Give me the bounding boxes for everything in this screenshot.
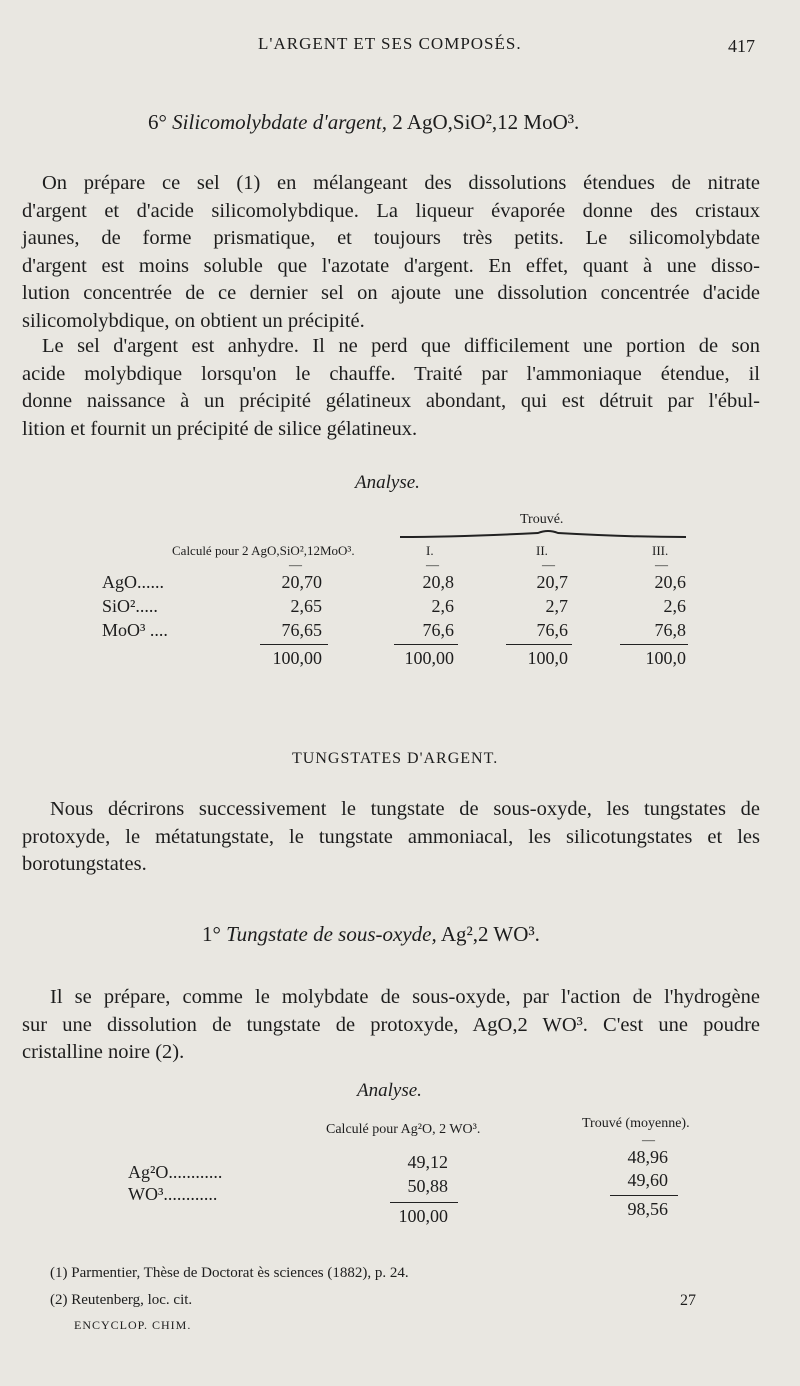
cell-ii: 76,6 <box>536 620 568 640</box>
text-line: acide molybdique lorsqu'on le chauffe. Traité par l'ammoniaque étendue, il <box>22 362 760 385</box>
cell-calc: 50,88 <box>407 1176 448 1196</box>
total-ii: 100,0 <box>527 648 568 668</box>
paragraph-tungstates <box>22 796 760 879</box>
row-label: AgO...... <box>102 572 164 592</box>
footnote-1: (1) Parmentier, Thèse de Doctorat ès sciences (1882), p. 24. <box>50 1265 409 1281</box>
row-label: SiO²..... <box>102 596 158 616</box>
cell-calc: 20,70 <box>281 572 322 592</box>
sum-rule <box>620 644 688 645</box>
sum-rule <box>394 644 458 645</box>
text-line: cristalline noire (2). <box>22 1041 185 1063</box>
running-header <box>0 34 800 58</box>
section-name: Tungstate de sous-oxyde, <box>226 922 437 946</box>
found-header: Trouvé (moyenne). <box>582 1116 690 1131</box>
running-title: L'ARGENT ET SES COMPOSÉS. <box>258 34 522 53</box>
analyse-title: Analyse. <box>355 472 420 493</box>
col-header-iii: III. <box>652 543 669 558</box>
paragraph-preparation <box>22 170 760 335</box>
calc-header: Calculé pour Ag²O, 2 WO³. <box>326 1122 481 1137</box>
text-line: protoxyde, le métatungstate, le tungstate ammoniacal, les silicotungstates et les <box>22 825 760 848</box>
text-line: Nous décrirons successivement le tungstate de sous-oxyde, les tungstates de <box>50 798 760 820</box>
total-iii: 100,0 <box>645 648 686 668</box>
text-line: silicomolybdique, on obtient un précipité. <box>22 309 365 332</box>
cell-i: 2,6 <box>431 596 454 616</box>
total-i: 100,00 <box>404 648 454 668</box>
text-line: lition et fournit un précipité de silice gélatineux. <box>22 417 418 440</box>
section-number: 6° <box>148 110 167 134</box>
dash: — <box>542 557 555 572</box>
cell-i: 76,6 <box>422 620 454 640</box>
footnote-2: (2) Reutenberg, loc. cit. <box>50 1292 193 1308</box>
section-number: 1° <box>202 922 221 946</box>
row-label: WO³............ <box>128 1184 218 1204</box>
text-line: borotungstates. <box>22 853 147 875</box>
text-line: jaunes, de forme prismatique, et toujours très petits. Le silicomolybdate <box>22 227 760 249</box>
total-found: 98,56 <box>627 1199 668 1219</box>
dash: — <box>655 557 668 572</box>
section-title-silicomolybdate <box>148 110 579 135</box>
text-line: d'argent est moins soluble que l'azotate d'argent. En effet, quant à une disso- <box>22 254 760 277</box>
dash: — <box>289 557 302 572</box>
sum-rule <box>260 644 328 645</box>
trouve-label: Trouvé. <box>520 512 564 527</box>
paragraph-properties <box>22 333 760 443</box>
calc-header: Calculé pour 2 AgO,SiO²,12MoO³. <box>172 543 355 558</box>
text-line: sur une dissolution de tungstate de protoxyde, AgO,2 WO³. C'est une poudre <box>22 1013 760 1036</box>
text-line: Le sel d'argent est anhydre. Il ne perd que difficilement une portion de son <box>42 335 760 357</box>
text-line: donne naissance à un précipité gélatineux abondant, qui est détruit par l'ébul- <box>22 390 760 412</box>
cell-calc: 76,65 <box>281 620 322 640</box>
footer-signature: ENCYCLOP. CHIM. <box>74 1318 192 1332</box>
paragraph-preparation-tungstate <box>22 984 760 1067</box>
col-header-i: I. <box>426 543 434 558</box>
section-name: Silicomolybdate d'argent, <box>172 110 387 134</box>
heading-tungstates: TUNGSTATES D'ARGENT. <box>292 750 499 767</box>
cell-calc: 49,12 <box>407 1152 448 1172</box>
cell-iii: 76,8 <box>654 620 686 640</box>
section-formula: Ag²,2 WO³. <box>440 922 540 946</box>
cell-found: 49,60 <box>627 1170 668 1190</box>
total-calc: 100,00 <box>398 1206 448 1226</box>
text-line: Il se prépare, comme le molybdate de sous-oxyde, par l'action de l'hydrogène <box>50 986 760 1008</box>
section-title-tungstate-sous-oxyde <box>202 922 540 947</box>
signature-mark: 27 <box>680 1292 696 1309</box>
total-calc: 100,00 <box>272 648 322 668</box>
cell-ii: 20,7 <box>536 572 568 592</box>
dash: — <box>426 557 439 572</box>
page-number: 417 <box>728 36 755 56</box>
section-formula: 2 AgO,SiO²,12 MoO³. <box>392 110 580 134</box>
cell-ii: 2,7 <box>545 596 568 616</box>
sum-rule <box>610 1195 678 1196</box>
sum-rule <box>390 1202 458 1203</box>
text-line: d'argent et d'acide silicomolybdique. La liqueur évaporée donne des cristaux <box>22 199 760 222</box>
cell-iii: 2,6 <box>663 596 686 616</box>
cell-iii: 20,6 <box>654 572 686 592</box>
row-label: Ag²O............ <box>128 1162 223 1182</box>
text-line: On prépare ce sel (1) en mélangeant des dissolutions étendues de nitrate <box>42 172 760 194</box>
col-header-ii: II. <box>536 543 548 558</box>
brace-rule <box>398 527 688 541</box>
analyse-title: Analyse. <box>357 1080 422 1101</box>
text-line: lution concentrée de ce dernier sel on ajoute une dissolution concentrée d'acide <box>22 282 760 304</box>
sum-rule <box>506 644 572 645</box>
cell-i: 20,8 <box>422 572 454 592</box>
dash: — <box>642 1132 655 1147</box>
cell-found: 48,96 <box>627 1147 668 1167</box>
cell-calc: 2,65 <box>290 596 322 616</box>
row-label: MoO³ .... <box>102 620 168 640</box>
